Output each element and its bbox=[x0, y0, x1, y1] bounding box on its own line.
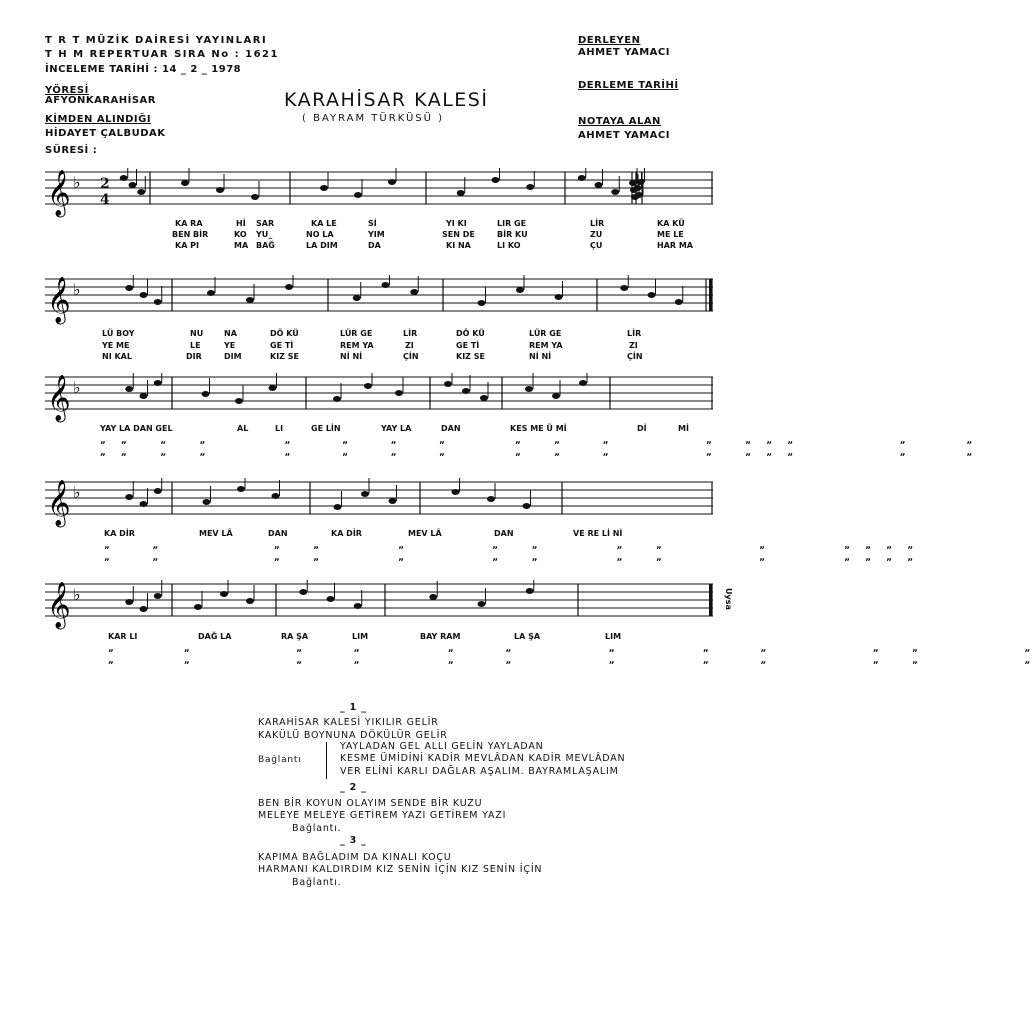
note-head bbox=[269, 385, 277, 391]
ditto-marks: „ „ „ „ „ „ „ „ „ „ „ „ „ „ bbox=[104, 541, 920, 551]
compile-date-label: DERLEME TARİHİ bbox=[578, 80, 679, 91]
treble-clef-icon: 𝄞 bbox=[47, 375, 71, 421]
note-head bbox=[526, 588, 534, 594]
note-head bbox=[388, 179, 396, 185]
note-head bbox=[525, 386, 533, 392]
lyric-syllable: DIM bbox=[224, 352, 242, 361]
lyric-syllable: NU bbox=[190, 329, 204, 338]
time-signature-bottom: 4 bbox=[100, 192, 110, 208]
note-head bbox=[364, 383, 372, 389]
note-head bbox=[194, 604, 202, 610]
treble-clef-icon: 𝄞 bbox=[47, 480, 71, 526]
page-subtitle: ( BAYRAM TÜRKÜSÜ ) bbox=[302, 113, 445, 124]
region-value: AFYONKARAHİSAR bbox=[45, 95, 156, 106]
note-head bbox=[207, 290, 215, 296]
lyric-syllable: VE RE Lİ Nİ bbox=[573, 529, 623, 538]
lyric-syllable: RA ŞA bbox=[281, 632, 309, 641]
lyric-syllable: LIR GE bbox=[497, 219, 527, 228]
compiler-value: AHMET YAMACI bbox=[578, 47, 670, 58]
lyric-syllable: Mİ bbox=[678, 424, 689, 433]
note-head bbox=[354, 603, 362, 609]
lyric-syllable: LI bbox=[275, 424, 284, 433]
lyric-syllable: NI KAL bbox=[102, 352, 132, 361]
compiler-label: DERLEYEN bbox=[578, 35, 641, 46]
note-head bbox=[354, 192, 362, 198]
note-head bbox=[429, 594, 437, 600]
note-head bbox=[202, 391, 210, 397]
lyric-syllable: LÜ BOY bbox=[102, 329, 135, 338]
publisher-line: T R T MÜZİK DAİRESİ YAYINLARI bbox=[45, 35, 268, 46]
flat-key-signature-icon: ♭ bbox=[73, 483, 81, 502]
note-head bbox=[389, 498, 397, 504]
lyric-syllable: KA PI bbox=[175, 241, 200, 250]
lyric-syllable: ME LE bbox=[657, 230, 684, 239]
refrain-bracket bbox=[326, 742, 327, 779]
refrain-line-1: YAYLADAN GEL ALLI GELİN YAYLADAN bbox=[340, 741, 544, 752]
verse-2-number: _ 2 _ bbox=[340, 782, 367, 793]
refrain-line-2: KESME ÜMİDİNİ KADİR MEVLÂDAN KADİR MEVLÂDAN bbox=[340, 753, 626, 764]
flat-key-signature-icon: ♭ bbox=[73, 173, 81, 192]
note-head bbox=[125, 599, 133, 605]
lyric-syllable: KAR LI bbox=[108, 632, 138, 641]
note-head bbox=[140, 393, 148, 399]
lyric-syllable: Hİ bbox=[236, 219, 246, 228]
lyric-syllable: KA DİR bbox=[331, 529, 362, 538]
lyric-syllable: NA bbox=[224, 329, 237, 338]
note-head bbox=[634, 185, 642, 191]
time-signature bbox=[100, 176, 110, 208]
treble-clef-icon: 𝄞 bbox=[47, 277, 71, 323]
lyric-syllable: DIR bbox=[186, 352, 202, 361]
note-head bbox=[154, 299, 162, 305]
staff-system-3 bbox=[45, 373, 715, 421]
lyric-syllable: Dİ bbox=[637, 424, 647, 433]
staff-system-4 bbox=[45, 478, 715, 526]
notation-label: NOTAYA ALAN bbox=[578, 116, 661, 127]
refrain-label: Bağlantı bbox=[258, 755, 302, 765]
lyric-syllable: SAR bbox=[256, 219, 275, 228]
lyric-syllable: GE LİN bbox=[311, 424, 341, 433]
lyric-syllable: KIZ SE bbox=[270, 352, 299, 361]
lyric-syllable: Nİ Nİ bbox=[340, 352, 363, 361]
lyric-syllable: KA DİR bbox=[104, 529, 135, 538]
lyric-syllable: BİR KU bbox=[497, 230, 528, 239]
lyric-syllable: LI KO bbox=[497, 241, 521, 250]
note-head bbox=[334, 504, 342, 510]
note-head bbox=[516, 287, 524, 293]
lyric-syllable: BEN BİR bbox=[172, 230, 209, 239]
note-head bbox=[452, 489, 460, 495]
lyric-syllable: LA DIM bbox=[306, 241, 338, 250]
lyric-syllable: ÇİN bbox=[403, 352, 419, 361]
lyric-syllable: BAĞ bbox=[256, 241, 275, 250]
lyric-syllable: DÖ KÜ bbox=[456, 329, 485, 338]
lyric-syllable: LA ŞA bbox=[514, 632, 541, 641]
note-head bbox=[129, 182, 137, 188]
note-head bbox=[620, 285, 628, 291]
note-head bbox=[478, 601, 486, 607]
note-head bbox=[410, 289, 418, 295]
note-head bbox=[395, 390, 403, 396]
note-head bbox=[235, 398, 243, 404]
treble-clef-icon: 𝄞 bbox=[47, 582, 71, 628]
lyric-syllable: NO LA bbox=[306, 230, 334, 239]
treble-clef-icon: 𝄞 bbox=[47, 170, 71, 216]
staff-system-2 bbox=[45, 275, 715, 323]
side-note: Uysa bbox=[724, 588, 733, 610]
verse-2-line-2: MELEYE MELEYE GETİREM YAZI GETİREM YAZI bbox=[258, 810, 507, 821]
note-head bbox=[154, 488, 162, 494]
lyric-syllable: YAY LA bbox=[381, 424, 412, 433]
note-head bbox=[578, 175, 586, 181]
lyric-syllable: ZI bbox=[405, 341, 414, 350]
note-head bbox=[154, 380, 162, 386]
lyric-syllable: ZI bbox=[629, 341, 638, 350]
note-head bbox=[595, 182, 603, 188]
lyric-syllable: MEV LÂ bbox=[199, 529, 233, 538]
lyric-syllable: KO bbox=[234, 230, 247, 239]
lyric-syllable: LE bbox=[190, 341, 201, 350]
note-head bbox=[140, 501, 148, 507]
page-title: KARAHİSAR KALESİ bbox=[284, 89, 489, 111]
note-head bbox=[637, 179, 645, 185]
lyric-syllable: HAR MA bbox=[657, 241, 693, 250]
lyric-syllable: KA LE bbox=[311, 219, 337, 228]
note-head bbox=[579, 380, 587, 386]
note-head bbox=[492, 177, 500, 183]
note-head bbox=[555, 294, 563, 300]
note-head bbox=[220, 591, 228, 597]
verse-3-number: _ 3 _ bbox=[340, 835, 367, 846]
note-head bbox=[552, 393, 560, 399]
verse-3-line-1: KAPIMA BAĞLADIM DA KINALI KOÇU bbox=[258, 852, 452, 863]
lyric-syllable: KI NA bbox=[446, 241, 471, 250]
lyric-syllable: MEV LÂ bbox=[408, 529, 442, 538]
lyric-syllable: DAN bbox=[441, 424, 461, 433]
repertoire-line: T H M REPERTUAR SIRA No : 1621 bbox=[45, 49, 279, 60]
ditto-marks: „ „ „ „ „ „ „ „ „ „ „ „ „ „ „ „ „ bbox=[100, 436, 979, 446]
lyric-syllable: LIM bbox=[605, 632, 622, 641]
note-head bbox=[382, 282, 390, 288]
note-head bbox=[629, 180, 637, 186]
lyric-syllable: DA bbox=[368, 241, 381, 250]
source-label: KİMDEN ALINDIĞI bbox=[45, 114, 152, 125]
lyric-syllable: KA RA bbox=[175, 219, 203, 228]
verse-3-refrain: Bağlantı. bbox=[292, 877, 342, 888]
lyric-syllable: ÇİN bbox=[627, 352, 643, 361]
notation-value: AHMET YAMACI bbox=[578, 130, 670, 141]
lyric-syllable: LÜR GE bbox=[340, 329, 373, 338]
note-head bbox=[285, 284, 293, 290]
note-head bbox=[181, 180, 189, 186]
lyric-syllable: KIZ SE bbox=[456, 352, 485, 361]
note-head bbox=[120, 175, 128, 181]
final-barline bbox=[709, 279, 712, 311]
note-head bbox=[327, 596, 335, 602]
lyric-syllable: LİR bbox=[627, 329, 642, 338]
note-head bbox=[125, 285, 133, 291]
lyric-syllable: KES ME Ü Mİ bbox=[510, 424, 567, 433]
note-head bbox=[611, 189, 619, 195]
flat-key-signature-icon: ♭ bbox=[73, 585, 81, 604]
note-head bbox=[140, 292, 148, 298]
note-head bbox=[487, 496, 495, 502]
lyric-syllable: GE Tİ bbox=[270, 341, 294, 350]
ditto-marks: „ „ „ „ „ „ „ „ „ „ „ „ bbox=[108, 644, 1036, 654]
lyric-syllable: DÖ KÜ bbox=[270, 329, 299, 338]
lyric-syllable: DAN bbox=[494, 529, 514, 538]
note-head bbox=[675, 299, 683, 305]
lyric-syllable: REM YA bbox=[529, 341, 563, 350]
note-head bbox=[361, 491, 369, 497]
lyric-syllable: LİR bbox=[590, 219, 605, 228]
duration-label: SÜRESİ : bbox=[45, 145, 98, 156]
lyric-syllable: LİR bbox=[403, 329, 418, 338]
lyric-syllable: SEN DE bbox=[442, 230, 475, 239]
region-label: YÖRESİ bbox=[45, 85, 89, 96]
flat-key-signature-icon: ♭ bbox=[73, 280, 81, 299]
note-head bbox=[216, 187, 224, 193]
lyric-syllable: Nİ Nİ bbox=[529, 352, 552, 361]
lyric-syllable: Sİ bbox=[368, 219, 377, 228]
note-head bbox=[272, 493, 280, 499]
note-head bbox=[333, 396, 341, 402]
note-head bbox=[635, 192, 643, 198]
note-head bbox=[462, 388, 470, 394]
note-head bbox=[154, 593, 162, 599]
lyric-syllable: MA bbox=[234, 241, 249, 250]
note-head bbox=[299, 589, 307, 595]
lyric-syllable: DAN bbox=[268, 529, 288, 538]
note-head bbox=[526, 184, 534, 190]
note-head bbox=[353, 295, 361, 301]
time-signature-top: 2 bbox=[100, 176, 110, 192]
note-head bbox=[457, 190, 465, 196]
lyric-syllable: YIM bbox=[368, 230, 385, 239]
lyric-syllable: GE Tİ bbox=[456, 341, 480, 350]
note-head bbox=[480, 395, 488, 401]
flat-key-signature-icon: ♭ bbox=[73, 378, 81, 397]
final-barline bbox=[709, 584, 712, 616]
verse-2-refrain: Bağlantı. bbox=[292, 823, 342, 834]
lyric-syllable: BAY RAM bbox=[420, 632, 461, 641]
note-head bbox=[140, 606, 148, 612]
lyric-syllable: LÜR GE bbox=[529, 329, 562, 338]
lyric-syllable: YI KI bbox=[446, 219, 467, 228]
staff-system-5 bbox=[45, 580, 715, 628]
lyric-syllable: LIM bbox=[352, 632, 369, 641]
lyric-syllable: YE ME bbox=[102, 341, 130, 350]
lyric-syllable: YU_ bbox=[256, 230, 273, 239]
verse-1-number: _ 1 _ bbox=[340, 702, 367, 713]
review-date-line: İNCELEME TARİHİ : 14 _ 2 _ 1978 bbox=[45, 64, 242, 75]
note-head bbox=[523, 503, 531, 509]
lyric-syllable: DAĞ LA bbox=[198, 632, 232, 641]
note-head bbox=[125, 386, 133, 392]
lyric-syllable: ZU bbox=[590, 230, 603, 239]
note-head bbox=[246, 297, 254, 303]
ditto-marks: „ „ „ „ „ „ „ „ „ „ „ „ bbox=[108, 656, 1036, 666]
source-value: HİDAYET ÇALBUDAK bbox=[45, 128, 166, 139]
refrain-line-3: VER ELİNİ KARLI DAĞLAR AŞALIM. BAYRAMLAŞALIM bbox=[340, 766, 619, 777]
note-head bbox=[478, 300, 486, 306]
note-head bbox=[137, 189, 145, 195]
lyric-syllable: YE bbox=[224, 341, 236, 350]
verse-1-line-2: KAKÜLÜ BOYNUNA DÖKÜLÜR GELİR bbox=[258, 730, 448, 741]
lyric-syllable: KA KÜ bbox=[657, 219, 685, 228]
verse-3-line-2: HARMANI KALDIRDIM KIZ SENİN İÇİN KIZ SENİN İÇİN bbox=[258, 864, 543, 875]
lyric-syllable: ÇU bbox=[590, 241, 603, 250]
lyric-syllable: YAY LA DAN GEL bbox=[100, 424, 173, 433]
lyric-syllable: REM YA bbox=[340, 341, 374, 350]
staff-system-1 bbox=[45, 168, 715, 216]
note-head bbox=[246, 598, 254, 604]
note-head bbox=[237, 486, 245, 492]
ditto-marks: „ „ „ „ „ „ „ „ „ „ „ „ „ „ bbox=[104, 553, 920, 563]
note-head bbox=[320, 185, 328, 191]
note-head bbox=[648, 292, 656, 298]
note-head bbox=[444, 381, 452, 387]
note-head bbox=[251, 194, 259, 200]
note-head bbox=[125, 494, 133, 500]
ditto-marks: „ „ „ „ „ „ „ „ „ „ „ „ „ „ „ „ „ bbox=[100, 448, 979, 458]
verse-1-line-1: KARAHİSAR KALESİ YIKILIR GELİR bbox=[258, 717, 439, 728]
lyric-syllable: AL bbox=[237, 424, 249, 433]
note-head bbox=[203, 499, 211, 505]
verse-2-line-1: BEN BİR KOYUN OLAYIM SENDE BİR KUZU bbox=[258, 798, 483, 809]
